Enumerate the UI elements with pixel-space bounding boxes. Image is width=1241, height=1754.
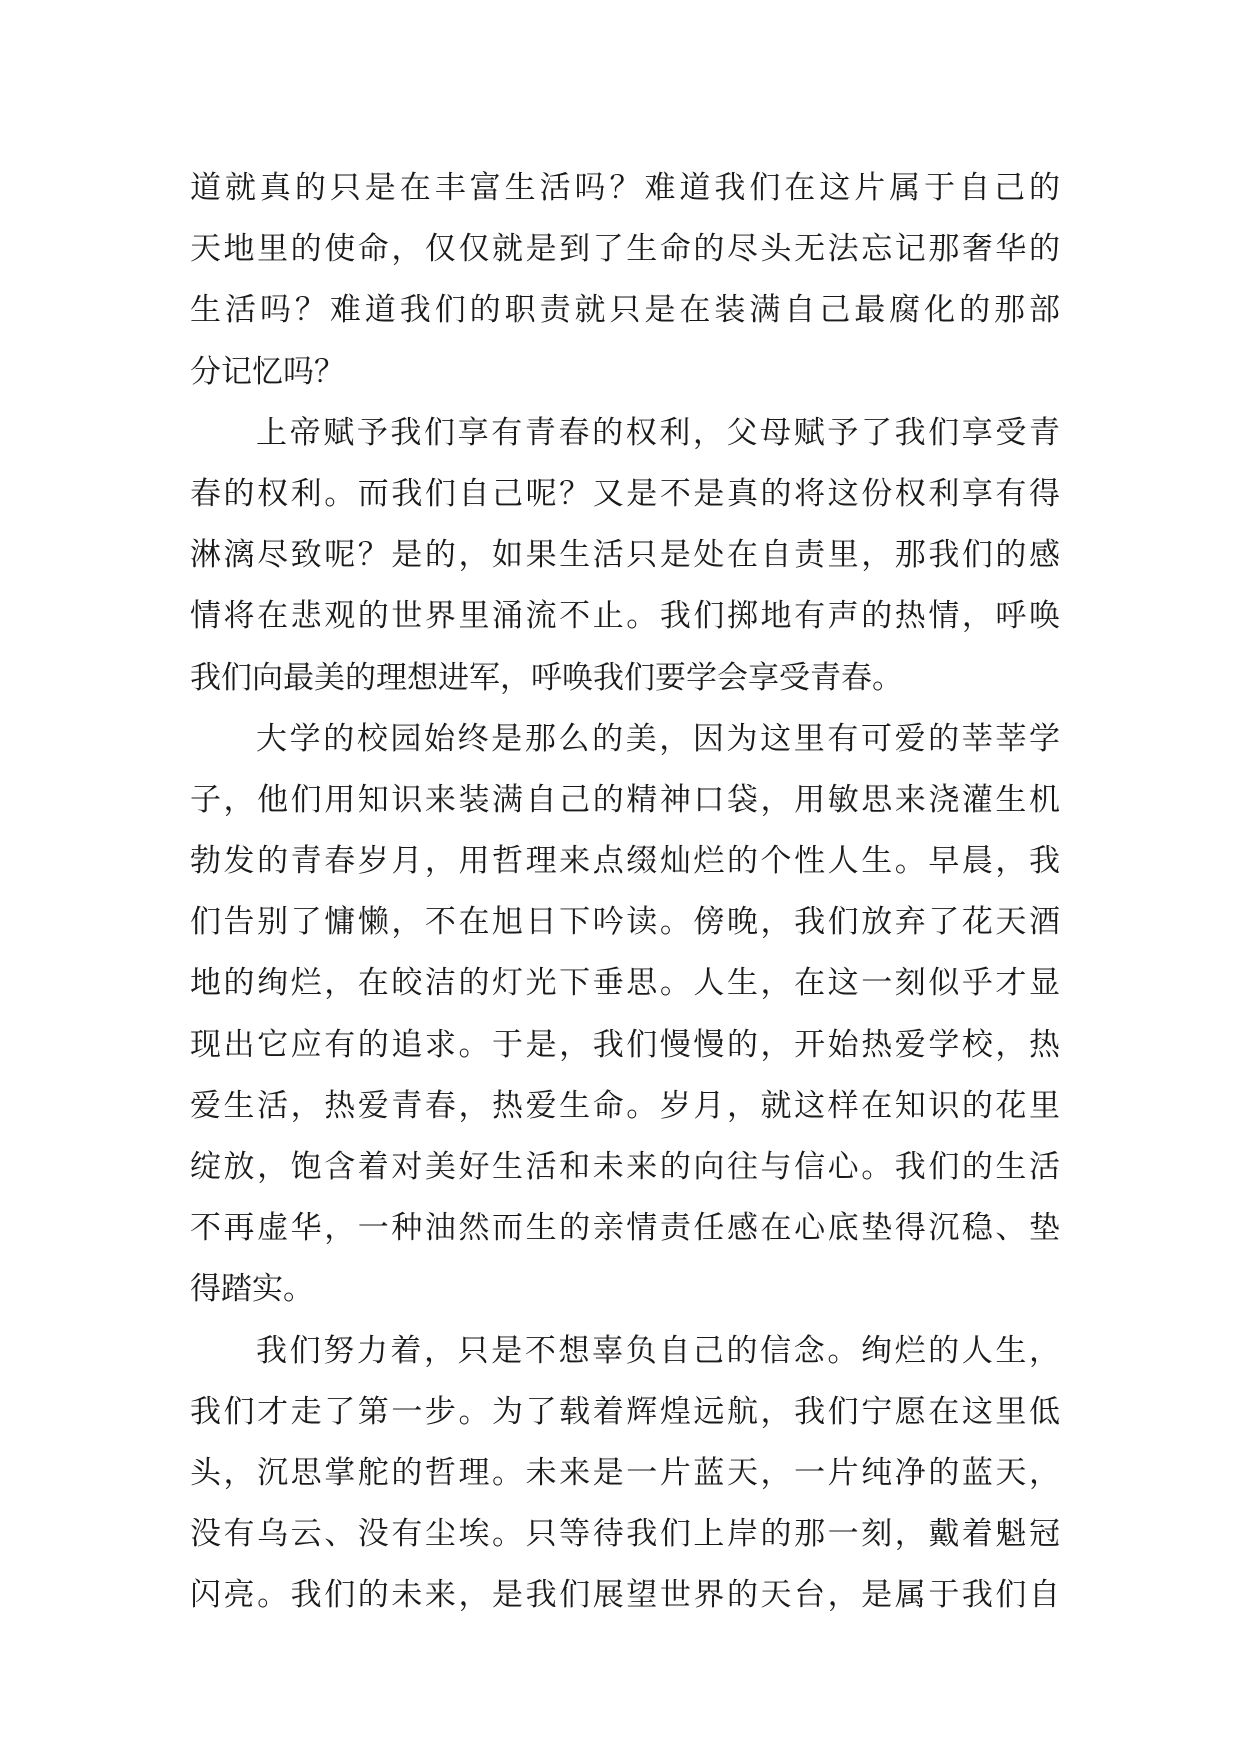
paragraph-first-line: 大学的校园始终是那么的美，因为这里有可爱的莘莘学 [256, 720, 1060, 757]
text-line: 爱生活，热爱青春，热爱生命。岁月，就这样在知识的花里 [190, 1087, 1060, 1124]
text-line: 春的权利。而我们自己呢？又是不是真的将这份权利享有得 [190, 475, 1060, 512]
text-line: 我们向最美的理想进军，呼唤我们要学会享受青春。 [190, 659, 903, 696]
body-text [190, 158, 1060, 1627]
text-line: 现出它应有的追求。于是，我们慢慢的，开始热爱学校，热 [190, 1026, 1060, 1063]
paragraph-first-line: 我们努力着，只是不想辜负自己的信念。绚烂的人生， [256, 1332, 1060, 1369]
text-line: 子，他们用知识来装满自己的精神口袋，用敏思来浇灌生机 [190, 781, 1060, 818]
text-line: 头，沉思掌舵的哲理。未来是一片蓝天，一片纯净的蓝天， [190, 1454, 1060, 1491]
text-line: 绽放，饱含着对美好生活和未来的向往与信心。我们的生活 [190, 1149, 1060, 1185]
text-line: 不再虚华，一种油然而生的亲情责任感在心底垫得沉稳、垫 [190, 1210, 1060, 1247]
text-line: 勃发的青春岁月，用哲理来点缀灿烂的个性人生。早晨，我 [190, 843, 1060, 880]
text-line: 没有乌云、没有尘埃。只等待我们上岸的那一刻，戴着魁冠 [190, 1516, 1060, 1553]
text-line: 天地里的使命，仅仅就是到了生命的尽头无法忘记那奢华的 [190, 231, 1060, 268]
text-line: 分记忆吗？ [190, 353, 345, 390]
paragraph-first-line: 上帝赋予我们享有青春的权利，父母赋予了我们享受青 [256, 414, 1060, 451]
text-line: 生活吗？难道我们的职责就只是在装满自己最腐化的那部 [190, 292, 1060, 329]
text-line: 情将在悲观的世界里涌流不止。我们掷地有声的热情，呼唤 [190, 598, 1060, 635]
text-line: 地的绚烂，在皎洁的灯光下垂思。人生，在这一刻似乎才显 [190, 965, 1060, 1002]
text-line: 道就真的只是在丰富生活吗？难道我们在这片属于自己的 [190, 170, 1060, 206]
text-line: 得踏实。 [190, 1271, 314, 1308]
text-line: 我们才走了第一步。为了载着辉煌远航，我们宁愿在这里低 [190, 1393, 1060, 1430]
text-line: 们告别了慵懒，不在旭日下吟读。傍晚，我们放弃了花天酒 [190, 904, 1060, 941]
text-line: 淋漓尽致呢？是的，如果生活只是处在自责里，那我们的感 [190, 537, 1060, 574]
text-line: 闪亮。我们的未来，是我们展望世界的天台，是属于我们自 [190, 1577, 1060, 1614]
